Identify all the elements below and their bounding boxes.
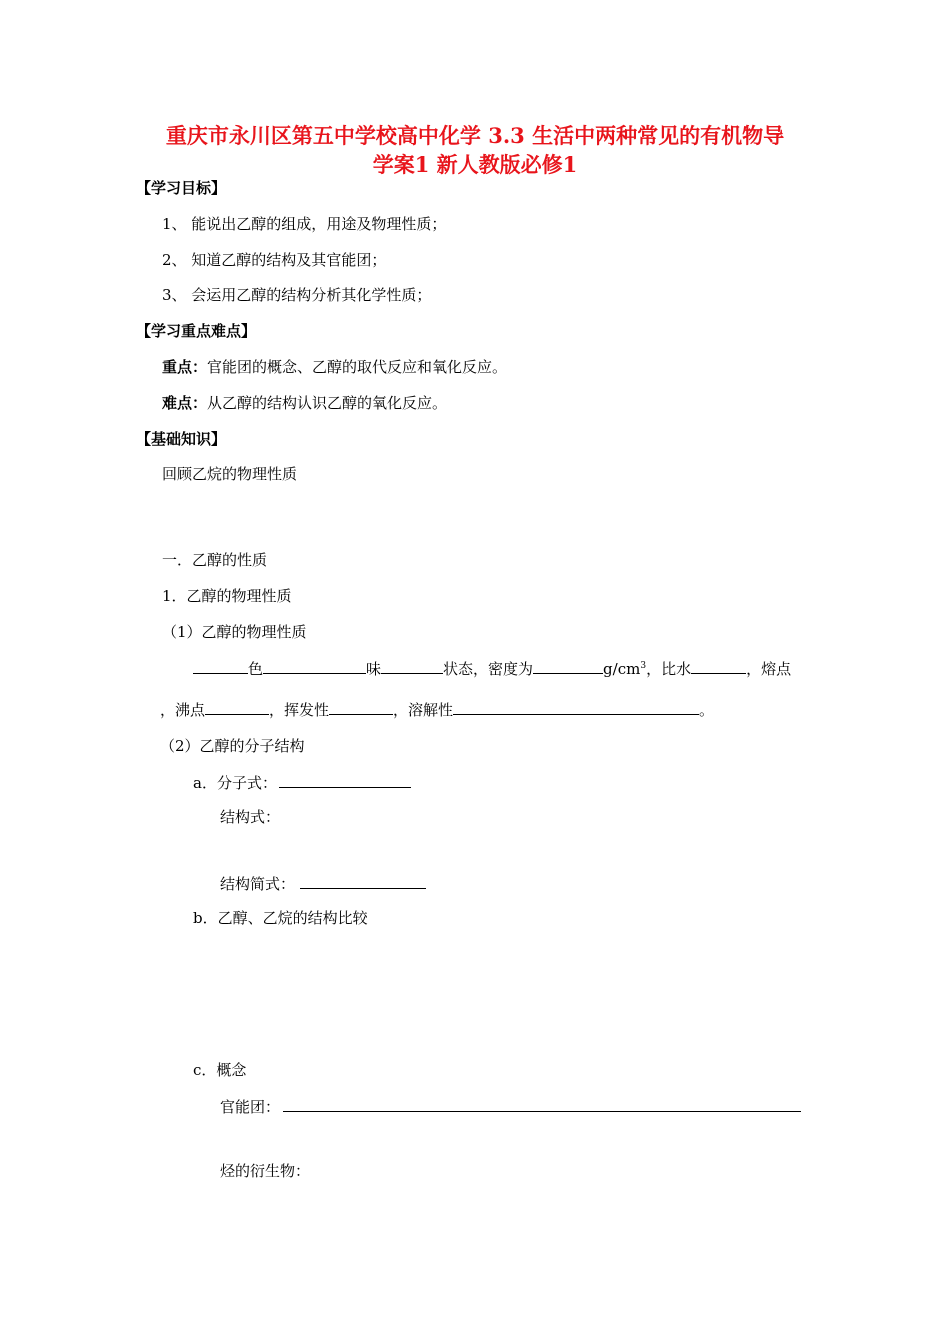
focus-line [162,357,507,377]
blank-color[interactable] [193,658,248,674]
derivative-label: 烃的衍生物： [220,1162,311,1180]
concept-label: c．概念 [193,1061,247,1079]
part1-heading: 一．乙醇的性质 [162,551,268,569]
blank-volatility[interactable] [329,699,393,715]
label-state-density: 状态，密度为 [443,660,534,678]
objective-item-3: 3、 会运用乙醇的结构分析其化学性质； [162,286,432,304]
blank-solubility[interactable] [453,699,699,715]
label-density-unit: g/cm [603,660,641,678]
objective-item-1: 1、 能说出乙醇的组成，用途及物理性质； [162,215,447,233]
row2-end-mark: 。 [699,701,715,719]
difficulty-text: 从乙醇的结构认识乙醇的氧化反应。 [207,394,448,412]
sub1-1-heading: （1）乙醇的物理性质 [162,623,307,641]
document-title-line2: 学案1 新人教版必修1 [372,152,578,177]
focus-text: 官能团的概念、乙醇的取代反应和氧化反应。 [207,358,508,376]
label-boiling-point: ，沸点 [160,701,206,719]
unit-superscript: 3 [640,661,647,671]
blank-boiling-point[interactable] [205,699,269,715]
objectives-heading: 【学习目标】 [136,179,227,197]
label-solubility: ，溶解性 [393,701,454,719]
document-title-line1: 重庆市永川区第五中学校高中化学 3.3 生活中两种常见的有机物导 [165,123,785,148]
label-smell: 味 [366,660,382,678]
structure-comparison-label: b．乙醇、乙烷的结构比较 [193,909,368,927]
functional-group-line [220,1096,801,1117]
blank-smell[interactable] [263,658,366,674]
label-volatility: ，挥发性 [269,701,330,719]
label-melting-point: ，熔点 [746,660,792,678]
difficulty-line [162,393,447,413]
blank-state[interactable] [381,658,443,674]
label-vs-water: ，比水 [646,660,692,678]
fill-row-2 [160,699,714,720]
sub1-heading: 1．乙醇的物理性质 [162,587,292,605]
blank-molecular-formula[interactable] [279,772,411,788]
structural-formula-label: 结构式： [220,808,281,826]
sub1-2-heading: （2）乙醇的分子结构 [160,737,305,755]
objective-item-2: 2、 知道乙醇的结构及其官能团； [162,251,387,269]
condensed-formula-label: 结构简式： [220,875,296,893]
functional-group-label: 官能团： [220,1098,281,1116]
basics-heading: 【基础知识】 [136,430,227,448]
difficulty-label: 难点： [162,394,208,412]
review-line: 回顾乙烷的物理性质 [162,465,298,483]
molecular-formula-label: a．分子式： [193,774,277,792]
blank-density[interactable] [533,658,603,674]
blank-condensed-formula[interactable] [300,873,426,889]
molecular-formula-line [193,772,411,793]
blank-vs-water[interactable] [691,658,746,674]
label-color: 色 [248,660,264,678]
blank-functional-group[interactable] [283,1096,801,1112]
condensed-formula-line [220,873,426,894]
focus-label: 重点： [162,358,208,376]
fill-row-1 [193,658,791,679]
key-points-heading: 【学习重点难点】 [136,322,257,340]
